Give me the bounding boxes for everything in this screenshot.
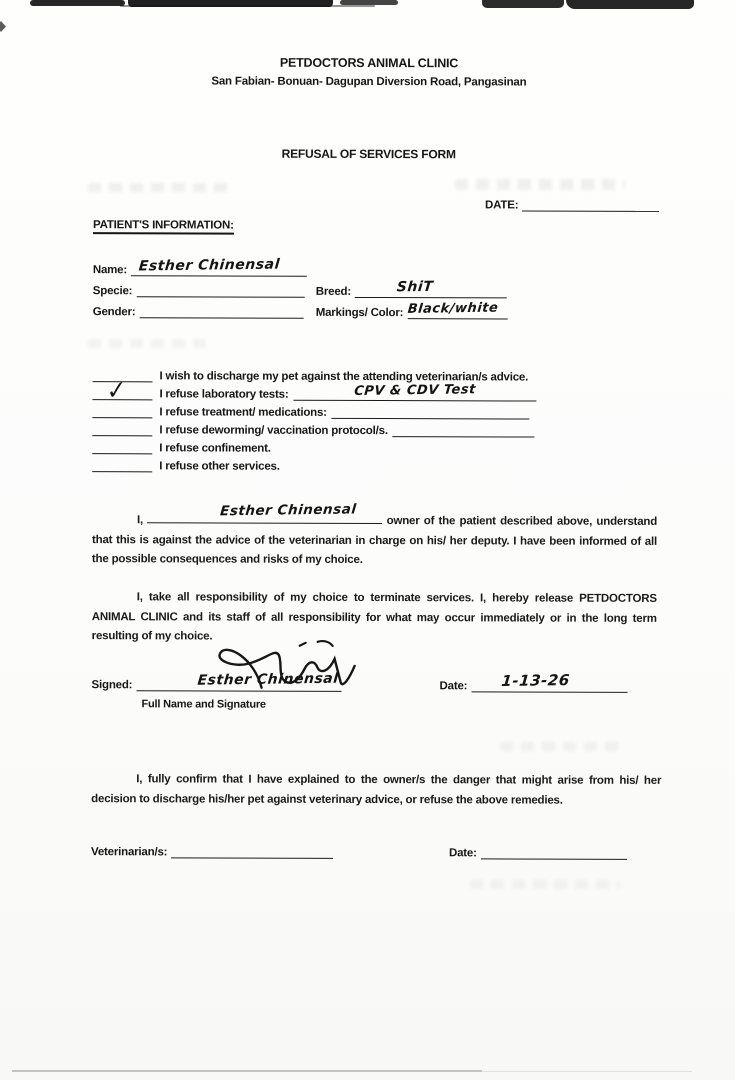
full-name-signature-caption: Full Name and Signature bbox=[141, 698, 266, 711]
deworming-value bbox=[393, 433, 535, 435]
signed-line bbox=[136, 677, 341, 692]
refusal-option-row bbox=[92, 459, 280, 473]
signed-date-handwritten-value: 1-13-26 bbox=[500, 671, 571, 691]
refusal-option-label: I refuse laboratory tests: bbox=[159, 388, 289, 401]
refusal-option-label: I refuse other services. bbox=[159, 460, 280, 473]
specie-label: Specie: bbox=[92, 285, 133, 298]
owner-declaration-prefix: I, bbox=[137, 514, 144, 527]
field-row-markings bbox=[315, 300, 508, 320]
vet-confirmation: I, fully confirm that I have explained to the owner/s the danger that might arise from his/ her decision to discharge his/her pet against veterinary advice, or refuse the above remedies. bbox=[91, 773, 662, 807]
responsibility-declaration: I, take all responsibility of my choice to terminate services. I, hereby release PETDOCTORS ANIMAL CLINIC and its staff of all responsibility for what may occur immediately or in the long term resulting of my choice. bbox=[91, 591, 657, 643]
refusal-blank-line bbox=[92, 459, 152, 472]
signed-row bbox=[92, 677, 342, 692]
vet-date-label: Date: bbox=[448, 847, 477, 860]
signature-handwritten-name: Esther Chinensal bbox=[196, 670, 340, 689]
specie-line bbox=[136, 283, 304, 298]
name-handwritten-value: Esther Chinensal bbox=[138, 256, 281, 275]
refusal-option-label: I refuse confinement. bbox=[159, 442, 271, 455]
owner-declaration-text: owner of the patient described above, understand that this is against the advice of the veterinarian in charge on his/ her deputy. I have been informed of all the possible consequences and risks of my choice. bbox=[91, 515, 658, 566]
clinic-name: PETDOCTORS ANIMAL CLINIC bbox=[279, 55, 459, 71]
vet-date-row bbox=[449, 845, 627, 860]
markings-line bbox=[406, 300, 507, 319]
patient-information-title: PATIENT'S INFORMATION: bbox=[93, 219, 234, 234]
treatment-value bbox=[332, 415, 530, 418]
owner-name-line bbox=[147, 500, 382, 524]
checkmark-icon: ✓ bbox=[106, 375, 127, 407]
refusal-option-label: I wish to discharge my pet against the attending veterinarian/s advice. bbox=[159, 370, 529, 384]
signed-date-line bbox=[471, 671, 627, 692]
signed-date-label: Date: bbox=[439, 680, 468, 693]
date-field bbox=[485, 197, 659, 212]
breed-line bbox=[355, 278, 507, 298]
gender-line bbox=[139, 304, 303, 319]
refusal-option-row bbox=[92, 405, 529, 419]
field-row-name bbox=[92, 256, 307, 277]
refusal-option-row bbox=[92, 423, 535, 437]
veterinarian-line bbox=[171, 844, 333, 859]
signed-date-row bbox=[439, 671, 628, 693]
date-label: DATE: bbox=[485, 199, 519, 212]
refusal-blank-line bbox=[92, 405, 152, 418]
field-row-breed bbox=[315, 278, 507, 299]
refusal-blank-line bbox=[92, 375, 152, 407]
refusal-option-label: I refuse treatment/ medications: bbox=[159, 406, 327, 419]
refusal-writein-line bbox=[393, 424, 535, 437]
refusal-writein-line bbox=[293, 382, 536, 402]
refusal-writein-line bbox=[332, 406, 530, 420]
markings-color-label: Markings/ Color: bbox=[315, 306, 404, 320]
veterinarian-row bbox=[91, 844, 333, 859]
signed-label: Signed: bbox=[91, 679, 133, 692]
refusal-blank-line bbox=[92, 441, 152, 454]
markings-handwritten-value: Black/white bbox=[406, 300, 499, 317]
refusal-option-label: I refuse deworming/ vaccination protocol/s. bbox=[159, 424, 388, 438]
refusal-blank-line bbox=[92, 423, 152, 436]
gender-label: Gender: bbox=[92, 306, 136, 319]
breed-label: Breed: bbox=[315, 285, 352, 298]
clinic-address: San Fabian- Bonuan- Dagupan Diversion Road, Pangasinan bbox=[211, 75, 527, 89]
date-line bbox=[522, 197, 659, 211]
field-row-gender bbox=[93, 304, 304, 319]
name-line bbox=[131, 256, 307, 277]
breed-handwritten-value: ShiT bbox=[396, 278, 435, 296]
lab-tests-handwritten-value: CPV & CDV Test bbox=[353, 382, 477, 400]
owner-name-handwritten: Esther Chinensal bbox=[219, 500, 358, 519]
owner-declaration bbox=[91, 500, 658, 571]
vet-date-line bbox=[481, 845, 627, 859]
field-row-specie bbox=[93, 283, 305, 298]
refusal-option-row bbox=[92, 369, 528, 383]
form-title: REFUSAL OF SERVICES FORM bbox=[281, 146, 456, 162]
veterinarian-label: Veterinarian/s: bbox=[90, 846, 168, 859]
name-label: Name: bbox=[92, 264, 128, 277]
refusal-option-row bbox=[92, 441, 271, 455]
